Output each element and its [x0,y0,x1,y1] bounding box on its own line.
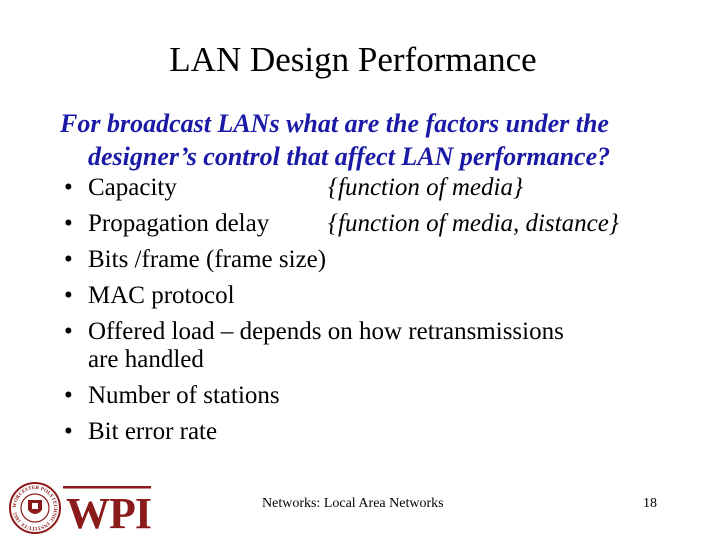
bullet-icon: • [64,246,73,273]
bullet-icon: • [64,174,73,201]
wpi-seal-icon [8,480,158,536]
bullet-note: {function of media, distance} [328,210,619,237]
slide-title: LAN Design Performance [169,40,537,79]
question-line-1: For broadcast LANs what are the factors under the [60,109,609,138]
bullet-item [60,206,700,242]
bullet-text: Bit error rate [88,418,218,445]
wpi-logo [8,480,158,536]
bullet-item [60,278,700,314]
svg-text:WORCESTER POLYTECHNIC INSTITUT: WORCESTER POLYTECHNIC INSTITUTE 1865 [11,484,59,532]
bullet-icon: • [64,318,73,345]
bullet-list [60,170,700,450]
bullet-text: Capacity [88,174,177,201]
bullet-icon: • [64,418,73,445]
bullet-item [60,378,700,414]
bullet-text: MAC protocol [88,282,235,309]
bullet-text: Bits /frame (frame size) [88,246,327,273]
bullet-item [60,414,700,450]
bullet-icon: • [64,210,73,237]
bullet-text: Offered load – depends on how retransmissions [88,318,564,345]
bullet-item [60,242,700,278]
question-text [60,107,680,173]
svg-text:WPI: WPI [66,489,151,536]
bullet-continuation: are handled [88,346,204,373]
bullet-text: Number of stations [88,382,280,409]
bullet-item [60,314,700,378]
bullet-note: {function of media} [328,174,523,201]
bullet-icon: • [64,282,73,309]
bullet-text: Propagation delay [88,210,270,237]
footer-course-title: Networks: Local Area Networks [262,496,444,511]
question-line-2: designer’s control that affect LAN performance? [88,142,611,171]
bullet-icon: • [64,382,73,409]
bullet-item [60,170,700,206]
page-number: 18 [643,496,657,511]
